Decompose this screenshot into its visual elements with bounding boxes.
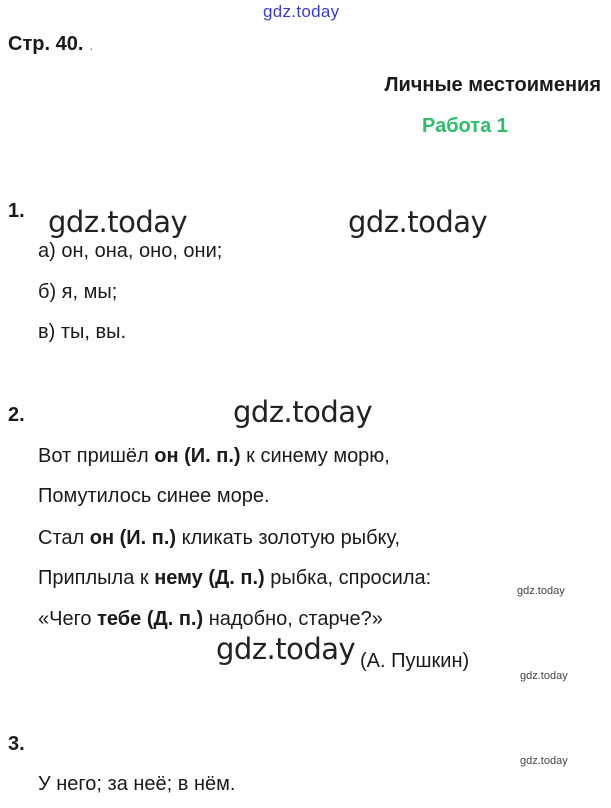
answer-line: а) он, она, оно, они; <box>38 240 223 262</box>
watermark-big: gdz.today <box>348 205 488 239</box>
poem-text: надобно, старче?» <box>203 608 383 630</box>
poem-line <box>38 608 383 631</box>
pronoun-highlight: нему (Д. п.) <box>154 567 265 589</box>
watermark-small: gdz.today <box>517 585 565 597</box>
watermark-big: gdz.today <box>48 205 188 239</box>
author-attribution: (А. Пушкин) <box>360 650 470 672</box>
task-number: 1. <box>8 200 25 222</box>
answer-line: б) я, мы; <box>38 281 118 303</box>
task-number: 3. <box>8 733 25 755</box>
pronoun-highlight: тебе (Д. п.) <box>97 608 204 630</box>
poem-line <box>38 527 400 550</box>
stray-dot: . <box>89 37 94 53</box>
page-label: Стр. 40. <box>8 33 84 55</box>
poem-text: к синему морю, <box>240 445 390 467</box>
answer-line: в) ты, вы. <box>38 321 127 343</box>
poem-line <box>38 445 390 468</box>
poem-line <box>38 485 270 508</box>
poem-text: «Чего <box>38 608 98 630</box>
pronoun-highlight: он (И. п.) <box>154 445 241 467</box>
poem-text: Приплыла к <box>38 567 155 589</box>
watermark-small: gdz.today <box>520 755 568 767</box>
pronoun-highlight: он (И. п.) <box>89 527 177 549</box>
poem-text: Помутилось синее море. <box>38 485 270 507</box>
watermark-big: gdz.today <box>233 395 373 429</box>
page-number <box>8 33 93 56</box>
work-subtitle: Работа 1 <box>422 115 508 137</box>
answer-line: У него; за неё; в нём. <box>38 773 236 795</box>
poem-line <box>38 567 431 590</box>
poem-text: Стал <box>38 527 90 549</box>
page-title: Личные местоимения <box>384 74 601 96</box>
task-number: 2. <box>8 404 25 426</box>
poem-text: рыбка, спросила: <box>264 567 432 589</box>
poem-text: Вот пришёл <box>38 445 155 467</box>
poem-text: кликать золотую рыбку, <box>176 527 401 549</box>
watermark-small: gdz.today <box>520 670 568 682</box>
watermark-top: gdz.today <box>263 2 340 21</box>
watermark-big: gdz.today <box>216 632 356 666</box>
